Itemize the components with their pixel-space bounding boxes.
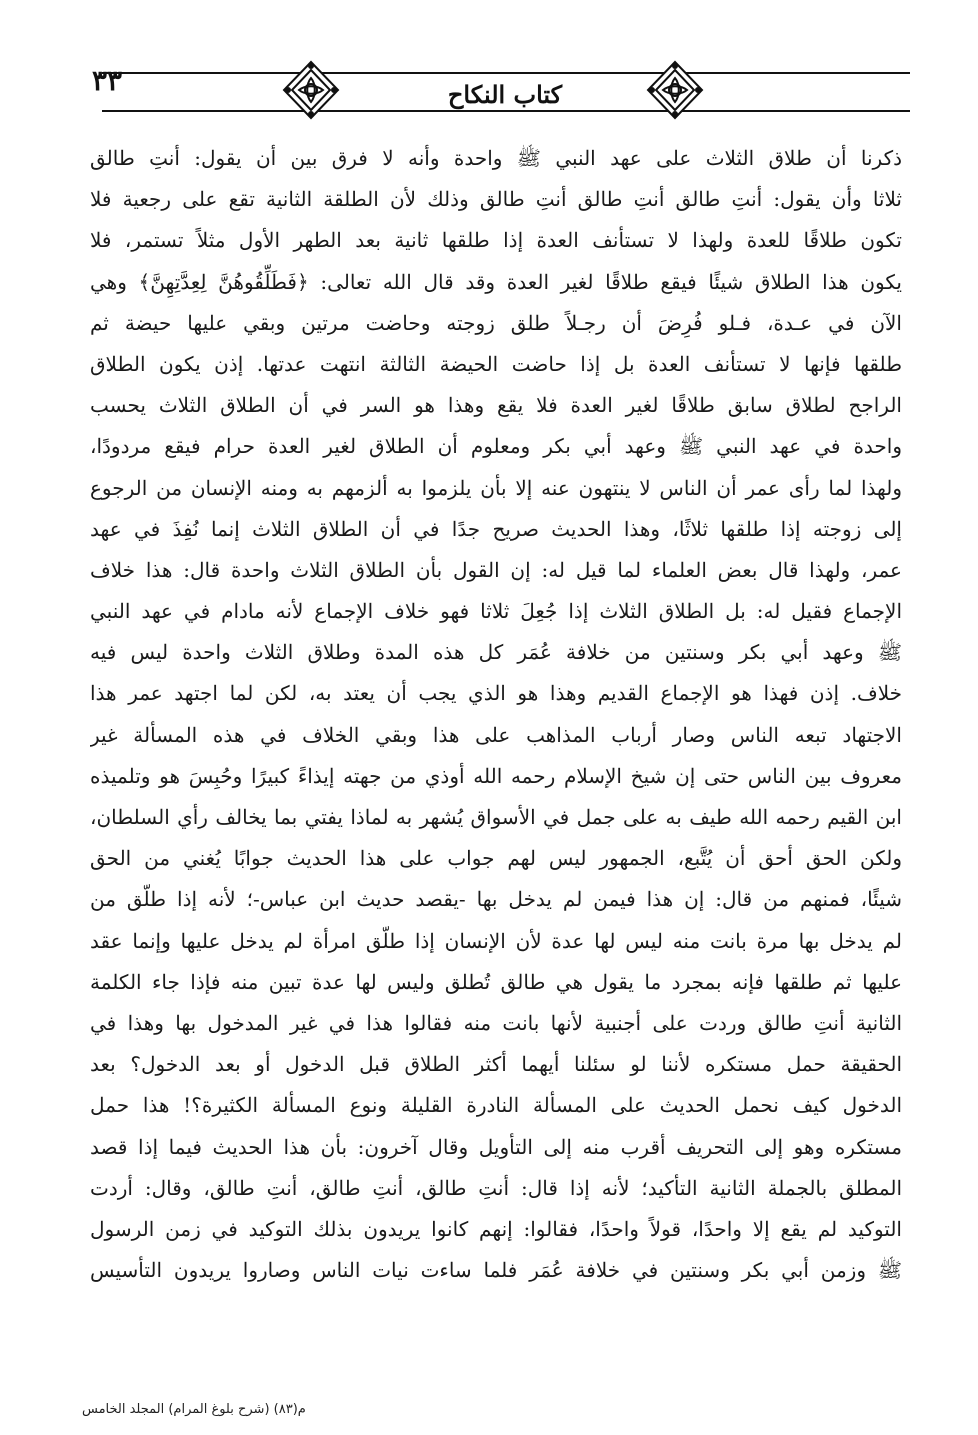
header-rule-bottom (102, 110, 910, 112)
text-line: الاجتهاد تبعه الناس وصار أرباب المذاهب على هذا وبقي الخلاف في هذه المسألة غير (90, 722, 902, 747)
text-line: التوكيد لم يقع إلا واحدًا، قولاً واحدًا، فقالوا: إنهم كانوا يريدون بذلك التوكيد في زمن الرسول (90, 1216, 902, 1241)
text-line: الثانية أنتِ طالق وردت على أجنبية لأنها بانت منه فقالوا هذا في غير المدخول بها وهذا في (90, 1010, 902, 1035)
text-line: ذكرنا أن طلاق الثلاث على عهد النبي ﷺ واحدة وأنه لا فرق بين أن يقول: أنتِ طالق (90, 146, 902, 170)
text-line: الراجح لطلاق سابق طلاقًا لغير العدة فلا يقع وهذا هو السر في أن الطلاق الثلاث يحسب (90, 393, 902, 418)
text-line: تكون طلاقًا للعدة ولهذا لا تستأنف العدة إذا طلقها ثانية بعد الطهر الأول مثلاً تستمر، فلا (90, 228, 902, 253)
text-line: ﷺ وزمن أبي بكر وسنتين في خلافة عُمَر فلما ساءت نيات الناس وصاروا يريدون التأسيس (90, 1258, 902, 1283)
text-line: عمر، ولهذا قال بعض العلماء لما قيل له: إن القول بأن الطلاق الثلاث واحدة قال: هذا خلاف (90, 557, 902, 582)
text-line: يكون هذا الطلاق شيئًا فيقع طلاقًا لغير العدة وقد قال الله تعالى: ﴿فَطَلِّقُوهُنَّ لِعِدَّتِهِنَّ﴾ وهي (90, 269, 902, 294)
text-line: مستكره وهو إلى التحريف أقرب منه إلى التأويل وقال آخرون: بأن هذا الحديث فيما إذا قصد (90, 1134, 902, 1159)
header-rule-top (102, 72, 910, 74)
page-header (80, 58, 910, 128)
text-line: الدخول كيف نحمل الحديث على المسألة النادرة القليلة ونوع المسألة الكثيرة؟! هذا حمل (90, 1093, 902, 1118)
text-line: لم يدخل بها مرة بانت منه ليس لها عدة لأن الإنسان إذا طلّق امرأة لم يدخل عليها وإنما عقد (90, 928, 902, 953)
text-line: ثلاثا وأن يقول: أنتِ طالق أنتِ طالق أنتِ طالق وذلك لأن الطلقة الثانية تقع على رجعية فلا (90, 187, 902, 212)
text-line: ولكن الحق أحق أن يُتَّبع، الجمهور ليس لهم جواب على هذا الحديث جوابًا يُغني من الحق (90, 846, 902, 871)
ornament-right-icon (644, 58, 706, 122)
ornament-left-icon (280, 58, 342, 122)
text-line: شيئًا، فمنهم من قال: إن هذا فيمن لم يدخل بها -يقصد حديث ابن عباس-؛ لأنه إذا طلّق من (90, 887, 902, 912)
page-number: ٣٣ (92, 64, 123, 97)
body-text (90, 140, 902, 1293)
header-title: كتاب النكاح (447, 80, 563, 109)
text-line: خلاف. إذن فهذا هو الإجماع القديم وهذا هو الذي يجب أن يعتد به، لكن لما اجتهد عمر هذا (90, 681, 902, 706)
text-line: واحدة في عهد النبي ﷺ وعهد أبي بكر ومعلوم أن الطلاق لغير العدة حرام فيقع مردودًا، (90, 434, 902, 459)
text-line: ﷺ وعهد أبي بكر وسنتين من خلافة عُمَر كل هذه المدة وطلاق الثلاث واحدة ليس فيه (90, 640, 902, 665)
text-line: معروف بين الناس حتى إن شيخ الإسلام رحمه الله أوذي من جهته إيذاءً كبيرًا وحُبِسَ هو وتلميذه (90, 763, 902, 788)
page-footer: م(٨٣) (شرح بلوغ المرام) المجلد الخامس (82, 1402, 306, 1417)
text-line: ابن القيم رحمه الله طيف به على جمل في الأسواق يُشهر به لماذا يفتي بما يخالف رأي السلطان، (90, 805, 902, 829)
text-line: عليها ثم طلقها فإنه بمجرد ما يقول هي طالق تُطلق وليس لها عدة تبين منه فإذا جاء الكلمة (90, 969, 902, 994)
text-line: الآن في عـدة، فـلو فُرِضَ أن رجـلاً طلق زوجته وحاضت مرتين وبقي عليها حيضة ثم (90, 310, 902, 335)
text-line: الحقيقة حمل مستكره لأننا لو سئلنا أيهما أكثر الطلاق قبل الدخول أو بعد الدخول؟ بعد (90, 1052, 902, 1077)
text-line: الإجماع فقيل له: بل الطلاق الثلاث إذا جُعِلَ ثلاثا فهو خلاف الإجماع لأنه مادام في عهد النبي (90, 599, 902, 624)
text-line: إلى زوجته إذا طلقها ثلاثًا، وهذا الحديث صريح جدًا في أن الطلاق الثلاث إنما نُفِذَ في عهد (90, 516, 902, 541)
text-line: المطلق بالجملة الثانية التأكيد؛ لأنه إذا قال: أنتِ طالق، أنتِ طالق، أنتِ طالق، وقال: أردت (90, 1175, 902, 1200)
text-line: طلقها فإنها لا تستأنف العدة بل إذا حاضت الحيضة الثالثة انتهت عدتها. إذن يكون الطلاق (90, 351, 902, 376)
text-line: ولهذا لما رأى عمر أن الناس لا ينتهون عنه إلا بأن يلزموا به ألزمهم به ومنه الإنسان من الرجوع (90, 475, 902, 500)
